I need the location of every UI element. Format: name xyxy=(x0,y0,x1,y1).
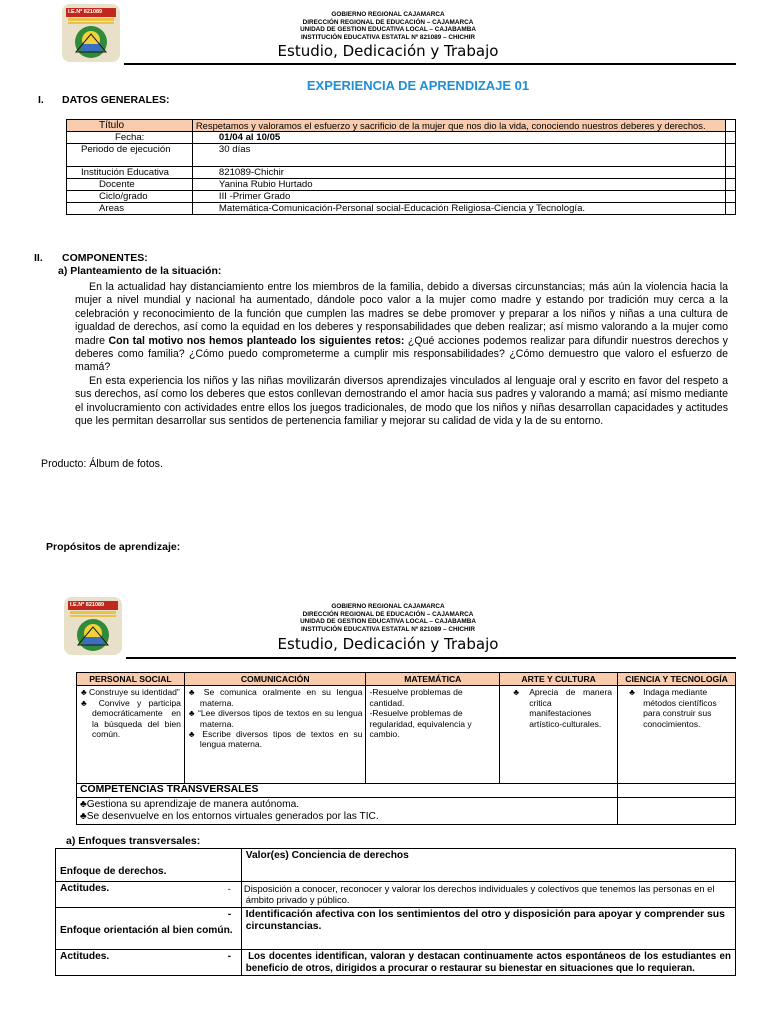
table-row xyxy=(67,144,736,167)
header-line: UNIDAD DE GESTION EDUCATIVA LOCAL – CAJABAMBA xyxy=(300,26,476,34)
field-label: Institución Educativa xyxy=(67,167,193,179)
column-header: MATEMÁTICA xyxy=(366,673,500,686)
situation-text-part: En la actualidad hay distanciamiento entre los miembros de la familia, debido a diversas circunstancias; más aún la violencia hacia la mujer a nivel mundial y nacional ha aumentado, dándole poco valor a la mujer como madre y estando por tradición muy cerca a la celebración y reconocimiento de la función que cumplen las madres se debe promover y preparar a los niños y niñas a una cultura de igualdad de derechos, así como la equidad en los deberes y responsabilidades que deben realizar; así mismo valorando a la mujer como madre xyxy=(75,281,728,347)
competencies-table xyxy=(76,672,736,825)
table-row xyxy=(77,686,736,784)
cell-matematica xyxy=(366,686,500,784)
section-number: II. xyxy=(34,252,43,264)
enfoques-title: a) Enfoques transversales: xyxy=(66,835,201,847)
column-header: PERSONAL SOCIAL xyxy=(77,673,185,686)
field-label: Fecha: xyxy=(67,132,193,144)
header-line: DIRECCIÓN REGIONAL DE EDUCACIÓN – CAJAMARCA xyxy=(302,18,474,26)
field-label: Periodo de ejecución xyxy=(67,144,193,167)
field-value: 30 días xyxy=(192,144,725,167)
subsection-title: a) Planteamiento de la situación: xyxy=(58,265,222,277)
table-row xyxy=(67,191,736,203)
field-value: 01/04 al 10/05 xyxy=(192,132,725,144)
table-row xyxy=(67,167,736,179)
table-row xyxy=(56,849,736,882)
section-title: DATOS GENERALES: xyxy=(62,94,170,106)
transversal-title: COMPETENCIAS TRANSVERSALES xyxy=(77,784,618,797)
table-row xyxy=(67,203,736,215)
field-label: Ciclo/grado xyxy=(67,191,193,203)
header-line: UNIDAD DE GESTION EDUCATIVA LOCAL – CAJABAMBA xyxy=(300,618,476,626)
list-item: -Resuelve problemas de regularidad, equivalencia y cambio. xyxy=(369,708,472,740)
transversal-list xyxy=(77,797,618,824)
header-motto: Estudio, Dedicación y Trabajo xyxy=(277,42,499,60)
column-header: CIENCIA Y TECNOLOGÍA xyxy=(618,673,736,686)
purposes-title: Propósitos de aprendizaje: xyxy=(46,541,181,553)
actitudes-label: Actitudes. xyxy=(56,949,242,976)
header-lines xyxy=(220,603,556,633)
field-label: Docente xyxy=(67,179,193,191)
list-item: Aprecia de manera critica manifestaciones artístico-culturales. xyxy=(529,687,613,729)
table-header-row xyxy=(77,673,736,686)
table-row xyxy=(77,784,736,797)
school-logo xyxy=(64,597,122,655)
header-line: INSTITUCIÓN EDUCATIVA ESTATAL Nº 821089 – CHICHIR xyxy=(301,625,475,633)
field-value: Yanina Rubio Hurtado xyxy=(192,179,725,191)
header-divider xyxy=(126,657,736,659)
cell-personal-social xyxy=(77,686,185,784)
list-item: -Resuelve problemas de cantidad. xyxy=(369,687,463,708)
table-row xyxy=(56,907,736,949)
field-value: 821089-Chichir xyxy=(192,167,725,179)
table-row xyxy=(67,132,736,144)
document-title: EXPERIENCIA DE APRENDIZAJE 01 xyxy=(306,78,530,93)
header-lines xyxy=(220,11,556,41)
datos-generales-table xyxy=(66,119,736,215)
enfoque-value: - Identificación afectiva con los sentimientos del otro y disposición para apoyar y comprender sus circunstancias. xyxy=(241,907,735,949)
field-label: Areas xyxy=(67,203,193,215)
column-header: ARTE Y CULTURA xyxy=(500,673,618,686)
cell-comunicacion xyxy=(184,686,366,784)
situation-paragraph: En esta experiencia los niños y las niñas movilizarán diversos aprendizajes vinculados al lenguaje oral y escrito en favor del respeto a sus derechos, así como los deberes que estos conllevan demostrando el amor hacia sus padres y valorando a mamá; así mismo mediante el involucramiento con actividades entre ellos los juegos tradicionales, de modo que los niños y niñas desarrollan capacidades y actitudes que les permitan desarrollar sus sentidos de pertenencia familiar y mejorar su calidad de vida y la de su entorno. xyxy=(75,374,728,428)
header-line: GOBIERNO REGIONAL CAJAMARCA xyxy=(331,603,445,610)
field-value: III -Primer Grado xyxy=(192,191,725,203)
table-row xyxy=(67,179,736,191)
list-item: Indaga mediante métodos científicos para construir sus conocimientos. xyxy=(643,687,717,729)
list-item: ♣ Se comunica oralmente en su lengua materna. xyxy=(188,687,363,708)
field-label: Título xyxy=(67,120,193,132)
field-value: Matemática-Comunicación-Personal social-Educación Religiosa-Ciencia y Tecnología. xyxy=(192,203,725,215)
field-value: Respetamos y valoramos el esfuerzo y sacrificio de la mujer que nos dio la vida, conociendo nuestros deberes y derechos. xyxy=(192,120,725,132)
situation-paragraph xyxy=(75,281,728,375)
enfoque-label: Enfoque orientación al bien común. xyxy=(56,907,242,949)
list-item: ♣ Escribe diversos tipos de textos en su lengua materna. xyxy=(188,729,363,750)
situation-text xyxy=(75,281,728,428)
list-item: ♣Se desenvuelve en los entornos virtuales generados por las TIC. xyxy=(80,810,379,822)
list-item: ♣ “Lee diversos tipos de textos en su lengua materna. xyxy=(188,708,363,729)
enfoque-value: Valor(es) Conciencia de derechos xyxy=(241,849,735,882)
logo-text: I.E.Nº 821089 xyxy=(70,602,105,608)
header-motto: Estudio, Dedicación y Trabajo xyxy=(277,635,499,653)
section-title: COMPONENTES: xyxy=(62,252,148,264)
table-row xyxy=(77,797,736,824)
actitud-text: - Disposición a conocer, reconocer y valorar los derechos individuales y colectivos que tenemos las personas en el ámbito privado y público. xyxy=(241,882,735,908)
table-row xyxy=(67,120,736,132)
cell-ciencia: ♣ Indaga mediante métodos científicos para construir sus conocimientos. xyxy=(618,686,736,784)
list-item: ♣Gestiona su aprendizaje de manera autónoma. xyxy=(80,798,300,810)
actitudes-label: Actitudes. xyxy=(56,882,242,908)
table-row xyxy=(56,949,736,976)
product-text: Producto: Álbum de fotos. xyxy=(41,458,163,470)
cell-arte: ♣ Aprecia de manera critica manifestaciones artístico-culturales. xyxy=(500,686,618,784)
enfoque-label: Enfoque de derechos. xyxy=(56,849,242,882)
header-line: DIRECCIÓN REGIONAL DE EDUCACIÓN – CAJAMARCA xyxy=(302,610,474,618)
actitud-text: - Los docentes identifican, valoran y destacan continuamente actos espontáneos de los estudiantes en beneficio de otros, dirigidos a procurar o restaurar su bienestar en situaciones que lo requieran. xyxy=(241,949,735,976)
column-header: COMUNICACIÓN xyxy=(184,673,366,686)
section-number: I. xyxy=(38,94,44,106)
header-line: GOBIERNO REGIONAL CAJAMARCA xyxy=(331,11,445,18)
header-line: INSTITUCIÓN EDUCATIVA ESTATAL Nº 821089 – CHICHIR xyxy=(301,33,475,41)
header-divider xyxy=(124,63,736,65)
situation-questions: ¿Qué acciones podemos realizar para difundir nuestros derechos y deberes como familia? ¿Cómo puedo comprometerme a cumplir mis responsabilidades? ¿Cómo demuestro que valoro el esfuerzo de mamá? xyxy=(75,334,728,374)
situation-challenge-title: Con tal motivo nos hemos planteado los siguientes retos: xyxy=(108,334,405,347)
list-item: ♣ Construye su identidad” xyxy=(81,687,180,698)
enfoques-table xyxy=(55,848,736,976)
logo-text: I.E.Nº 821089 xyxy=(68,9,103,15)
table-row xyxy=(56,882,736,908)
school-logo xyxy=(62,4,120,62)
list-item: ♣ Convive y participa democráticamente en la búsqueda del bien común. xyxy=(81,697,181,740)
